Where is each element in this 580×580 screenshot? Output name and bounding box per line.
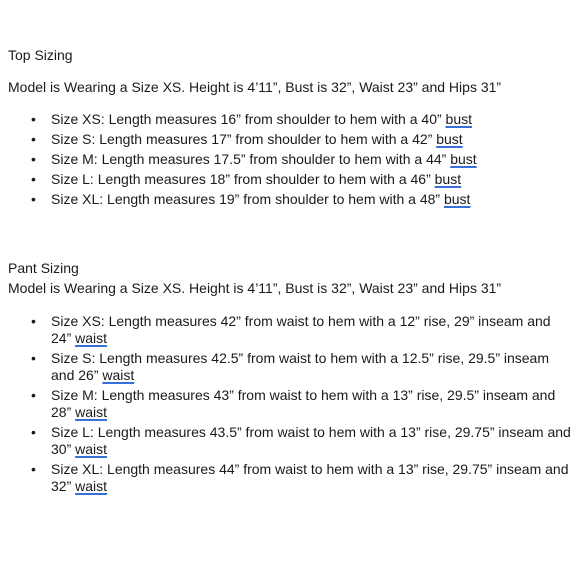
size-description: Size XS: Length measures 42” from waist to hem with a 12” rise, 29” inseam and 24”: [51, 313, 551, 346]
list-item: [8, 109, 574, 129]
measure-link[interactable]: bust: [450, 151, 477, 167]
measure-link[interactable]: bust: [434, 171, 462, 187]
top-sizing-title: Top Sizing: [8, 47, 73, 63]
bullet-icon: •: [31, 313, 36, 329]
top-model-info: Model is Wearing a Size XS. Height is 4’11”, Bust is 32”, Waist 23” and Hips 31”: [8, 79, 502, 95]
pant-sizing-title: Pant Sizing: [8, 260, 79, 276]
top-sizing-section: [8, 45, 574, 209]
list-item: [8, 424, 574, 458]
measure-link[interactable]: waist: [75, 330, 108, 346]
measure-link[interactable]: bust: [445, 111, 472, 127]
size-description: Size XS: Length measures 16” from shoulder to hem with a 40”: [51, 111, 446, 127]
list-item: [8, 169, 574, 189]
size-description: Size M: Length measures 43” from waist to hem with a 13” rise, 29.5” inseam and 28”: [51, 387, 556, 420]
bullet-icon: •: [31, 151, 36, 167]
list-item: [8, 189, 574, 209]
measure-link[interactable]: waist: [102, 367, 135, 383]
list-item: [8, 387, 574, 421]
size-description: Size L: Length measures 18” from shoulder to hem with a 46”: [51, 171, 435, 187]
list-item: [8, 461, 574, 495]
measure-link[interactable]: waist: [75, 404, 108, 420]
measure-link[interactable]: waist: [75, 478, 108, 494]
size-description: Size XL: Length measures 44” from waist to hem with a 13” rise, 29.75” inseam and 32”: [51, 461, 569, 494]
measure-link[interactable]: bust: [436, 131, 463, 147]
bullet-icon: •: [31, 461, 36, 477]
list-item: [8, 149, 574, 169]
pant-size-list: [8, 313, 574, 495]
list-item: [8, 350, 574, 384]
list-item: [8, 129, 574, 149]
measure-link[interactable]: waist: [75, 441, 108, 457]
bullet-icon: •: [31, 131, 36, 147]
bullet-icon: •: [31, 387, 36, 403]
size-description: Size L: Length measures 43.5” from waist to hem with a 13” rise, 29.75” inseam and 30”: [51, 424, 571, 457]
pant-sizing-section: [8, 258, 574, 498]
size-description: Size S: Length measures 42.5” from waist to hem with a 12.5” rise, 29.5” inseam and 26”: [51, 350, 550, 383]
bullet-icon: •: [31, 171, 36, 187]
list-item: [8, 313, 574, 347]
bullet-icon: •: [31, 424, 36, 440]
top-size-list: [8, 109, 574, 209]
bullet-icon: •: [31, 111, 36, 127]
pant-model-info: Model is Wearing a Size XS. Height is 4’11”, Bust is 32”, Waist 23” and Hips 31”: [8, 280, 502, 296]
size-description: Size M: Length measures 17.5” from shoulder to hem with a 44”: [51, 151, 451, 167]
size-description: Size S: Length measures 17” from shoulder to hem with a 42”: [51, 131, 437, 147]
bullet-icon: •: [31, 191, 36, 207]
measure-link[interactable]: bust: [443, 191, 471, 207]
bullet-icon: •: [31, 350, 36, 366]
size-description: Size XL: Length measures 19” from shoulder to hem with a 48”: [51, 191, 444, 207]
